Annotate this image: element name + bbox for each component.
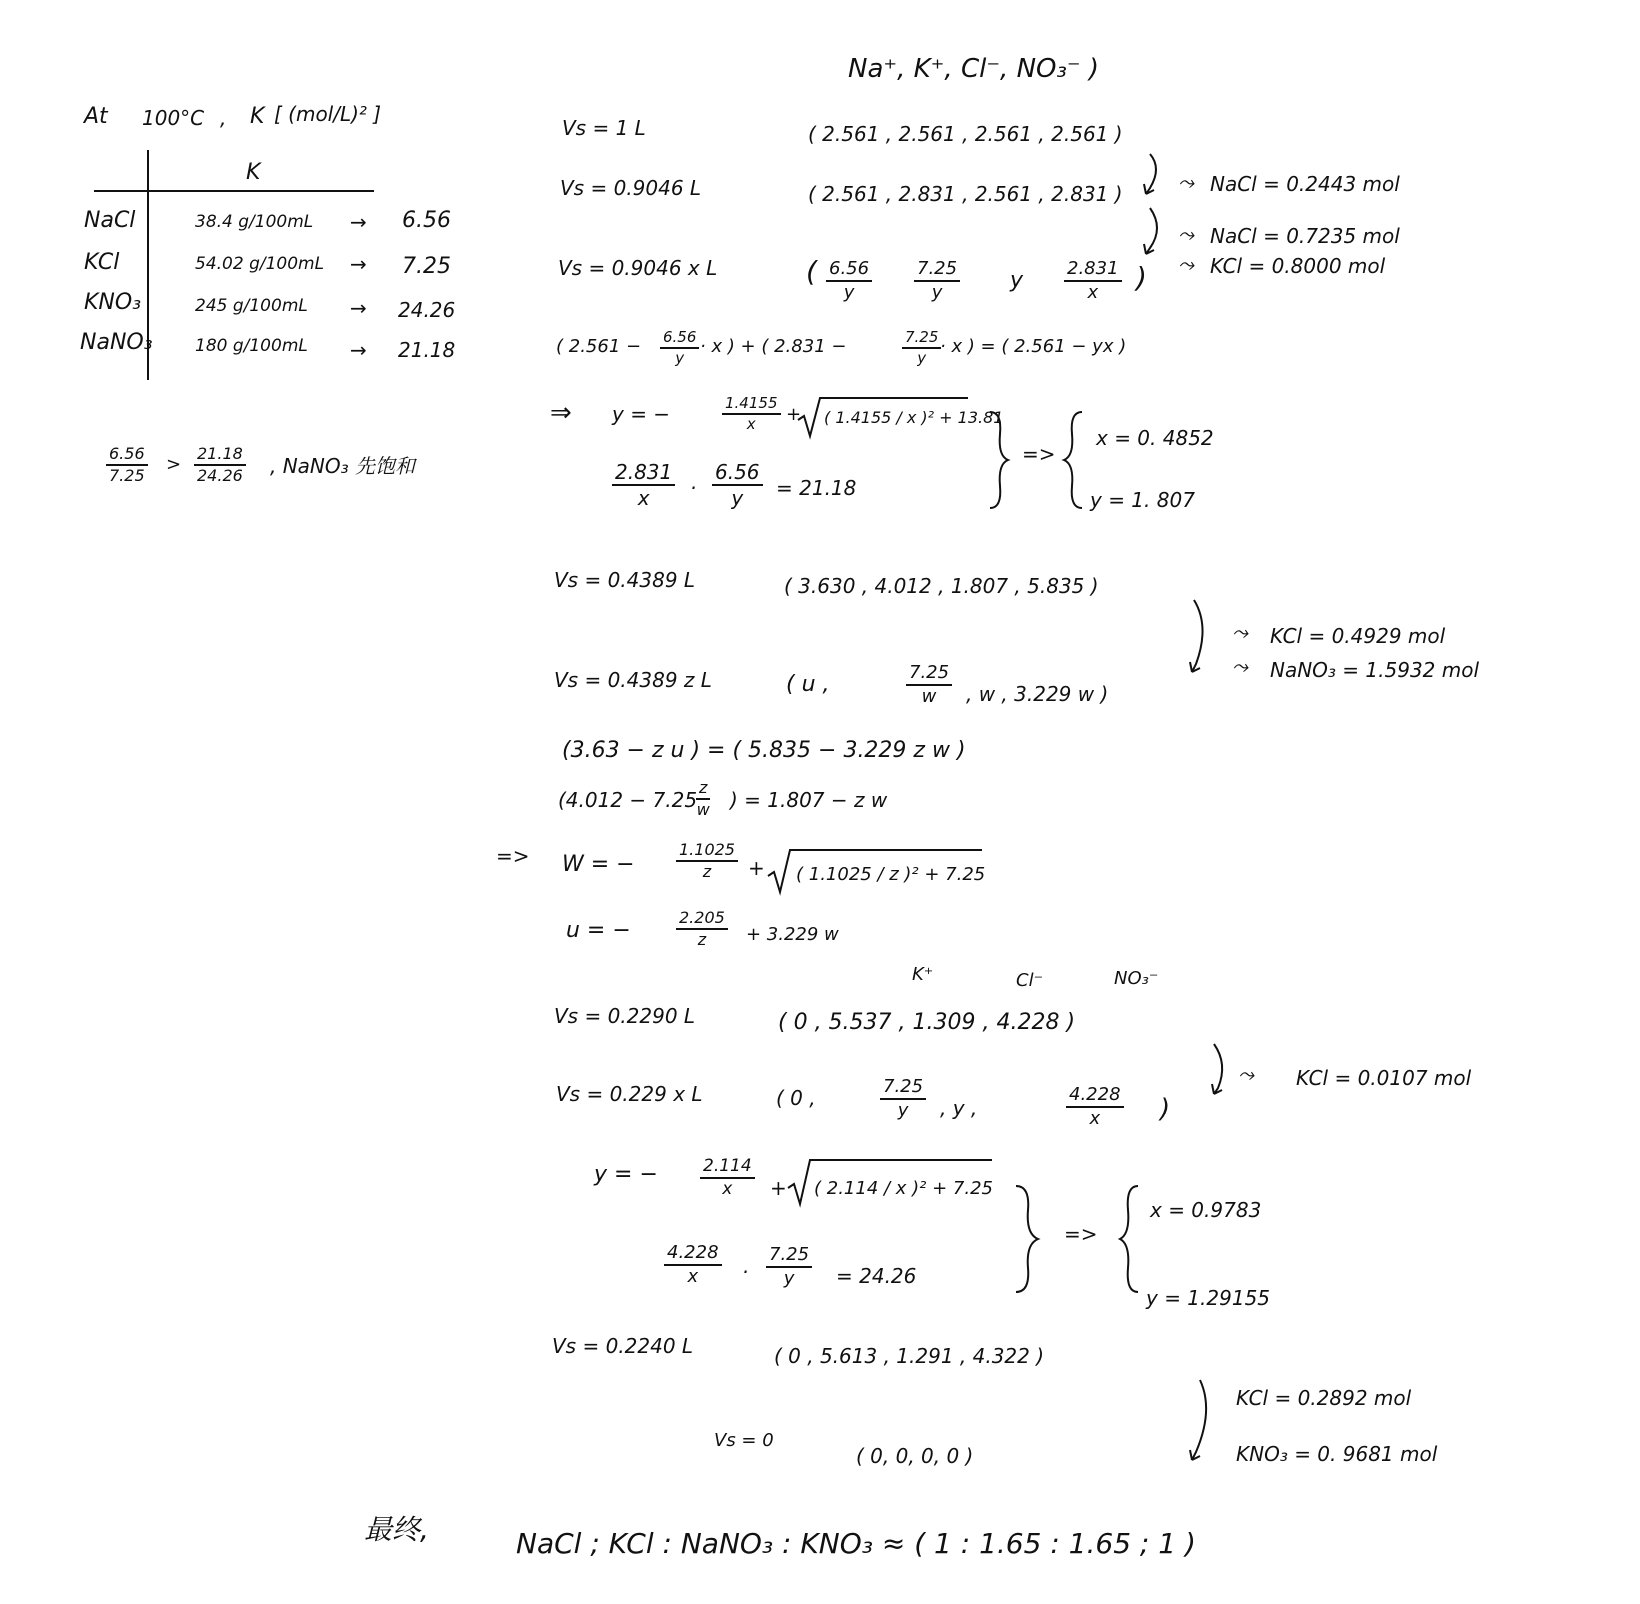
vs-step-6: Vs = 0.2290 L [554, 1004, 696, 1028]
eq7-lhs: u = − [566, 918, 631, 943]
title-separator: , [220, 106, 227, 130]
output-kcl-4: KCl = 0.2892 mol [1236, 1386, 1412, 1410]
eq1-fraction-2: $\frac{7.25}{y}$ [902, 330, 941, 366]
compare-fraction-2: $\frac{21.18}{24.26}$ [194, 446, 246, 484]
step3-close-paren: ) [1136, 261, 1147, 294]
output-kcl-2: KCl = 0.4929 mol [1270, 624, 1446, 648]
eq8-fraction: $\frac{2.114}{x}$ [700, 1158, 755, 1198]
step3-cl: y [1010, 268, 1024, 293]
eq1-fraction-1: $\frac{6.56}{y}$ [660, 330, 699, 366]
eq9-fraction-1: $\frac{4.228}{x}$ [664, 1244, 722, 1286]
conc-step-1: ( 2.561 , 2.561 , 2.561 , 2.561 ) [808, 122, 1123, 146]
eq6-plus: + [748, 856, 765, 880]
solution-y-1: y = 1. 807 [1090, 488, 1195, 512]
eq1-part-b: · x ) + ( 2.831 − [700, 336, 847, 357]
eq5-fraction: $\frac{z}{w}$ [696, 778, 710, 819]
final-label: 最终, [364, 1513, 429, 1546]
eq9-dot: · [742, 1260, 749, 1284]
right-brace-icon [986, 410, 1016, 510]
compare-fraction-1: $\frac{6.56}{7.25}$ [106, 446, 148, 484]
eq6-radicand: ( 1.1025 / z )² + 7.25 [796, 864, 986, 885]
eq8-plus: + [770, 1176, 787, 1200]
output-nacl-1: NaCl = 0.2443 mol [1210, 172, 1400, 196]
bracket-arrow-icon [1208, 1040, 1238, 1100]
table-row-salt: NaNO₃ [80, 330, 153, 355]
table-row-arrow: → [350, 296, 367, 320]
eq9-rhs: = 24.26 [836, 1264, 917, 1288]
squiggle-arrow-icon: ⤳ [1178, 252, 1194, 276]
eq5-part-a: (4.012 − 7.25 [558, 788, 698, 812]
bracket-arrow-icon [1186, 596, 1226, 676]
step7-fraction-k: $\frac{7.25}{y}$ [880, 1078, 926, 1120]
conc-step-9: ( 0, 0, 0, 0 ) [856, 1444, 974, 1468]
table-row-k: 7.25 [402, 254, 451, 279]
table-row-arrow: → [350, 338, 367, 362]
ion-label-k: K⁺ [912, 964, 934, 985]
ions-header: Na⁺, K⁺, Cl⁻, NO₃⁻ ) [848, 54, 1100, 84]
solution-x-1: x = 0. 4852 [1096, 426, 1214, 450]
vs-step-4: Vs = 0.4389 L [554, 568, 696, 592]
step3-fraction-no3: $\frac{2.831}{x}$ [1064, 260, 1122, 302]
eq7-rest: + 3.229 w [746, 924, 839, 945]
eq4: (3.63 − z u ) = ( 5.835 − 3.229 z w ) [562, 738, 966, 763]
table-header-k: K [246, 160, 261, 185]
table-row-solubility: 38.4 g/100mL [195, 212, 314, 232]
table-row-solubility: 180 g/100mL [195, 336, 308, 356]
eq6-lhs: W = − [562, 852, 635, 877]
final-ratio: NaCl ; KCl : NaNO₃ : KNO₃ ≈ ( 1 : 1.65 : 1.65 ; 1 ) [516, 1527, 1196, 1560]
solution-y-2: y = 1.29155 [1146, 1286, 1271, 1310]
eq7-fraction: $\frac{2.205}{z}$ [676, 910, 728, 948]
step5-open: ( u , [786, 672, 830, 697]
vs-step-5: Vs = 0.4389 z L [554, 668, 712, 692]
bracket-arrow-icon [1186, 1376, 1226, 1466]
step7-open: ( 0 , [776, 1086, 816, 1110]
eq8-radicand: ( 2.114 / x )² + 7.25 [814, 1178, 993, 1199]
table-header-rule [94, 190, 374, 192]
left-brace-icon [1116, 1184, 1142, 1294]
eq1-part-a: ( 2.561 − [556, 336, 642, 357]
step5-fraction: $\frac{7.25}{w}$ [906, 664, 952, 706]
output-nano3: NaNO₃ = 1.5932 mol [1270, 658, 1480, 682]
squiggle-arrow-icon: ⤳ [1178, 222, 1194, 246]
title-unit: [ (mol/L)² ] [274, 102, 382, 126]
conc-step-6: ( 0 , 5.537 , 1.309 , 4.228 ) [778, 1010, 1076, 1035]
eq3-dot: · [690, 476, 697, 500]
eq6-fraction: $\frac{1.1025}{z}$ [676, 842, 738, 880]
implies-arrow: ⇒ [550, 398, 572, 428]
output-nacl-2: NaCl = 0.7235 mol [1210, 224, 1400, 248]
table-row-k: 6.56 [402, 208, 451, 233]
eq5-part-b: ) = 1.807 − z w [730, 788, 888, 812]
title-temperature: 100°C [142, 106, 205, 130]
output-kno3: KNO₃ = 0. 9681 mol [1236, 1442, 1438, 1466]
bracket-arrow-icon [1140, 150, 1180, 270]
right-brace-icon [1012, 1184, 1046, 1294]
eq8-lhs: y = − [594, 1162, 658, 1187]
step3-open-paren: ( [806, 255, 817, 288]
squiggle-arrow-icon: ⤳ [1238, 1062, 1254, 1086]
solution-arrow: => [1064, 1222, 1098, 1246]
solution-x-2: x = 0.9783 [1150, 1198, 1262, 1222]
table-row-arrow: → [350, 210, 367, 234]
vs-step-2: Vs = 0.9046 L [560, 176, 702, 200]
eq1-part-c: · x ) = ( 2.561 − yx ) [940, 336, 1127, 357]
conc-step-2: ( 2.561 , 2.831 , 2.561 , 2.831 ) [808, 182, 1123, 206]
eq9-fraction-2: $\frac{7.25}{y}$ [766, 1246, 812, 1288]
table-row-arrow: → [350, 252, 367, 276]
table-row-salt: NaCl [84, 208, 136, 233]
eq2-plus: + [786, 404, 802, 425]
squiggle-arrow-icon: ⤳ [1178, 170, 1194, 194]
output-kcl-1: KCl = 0.8000 mol [1210, 254, 1386, 278]
squiggle-arrow-icon: ⤳ [1232, 654, 1248, 678]
conc-step-4: ( 3.630 , 4.012 , 1.807 , 5.835 ) [784, 574, 1099, 598]
step7-fraction-no3: $\frac{4.228}{x}$ [1066, 1086, 1124, 1128]
table-row-solubility: 245 g/100mL [195, 296, 308, 316]
table-row-solubility: 54.02 g/100mL [195, 254, 325, 274]
eq3-fraction-1: $\frac{2.831}{x}$ [612, 462, 675, 508]
table-row-k: 24.26 [398, 298, 456, 322]
title-k: K [250, 104, 265, 129]
eq3-rhs: = 21.18 [776, 476, 857, 500]
vs-step-9: Vs = 0 [714, 1430, 774, 1451]
step3-fraction-k: $\frac{7.25}{y}$ [914, 260, 960, 302]
table-row-k: 21.18 [398, 338, 456, 362]
conc-step-8: ( 0 , 5.613 , 1.291 , 4.322 ) [774, 1344, 1045, 1368]
vs-step-3: Vs = 0.9046 x L [558, 256, 718, 280]
table-row-salt: KNO₃ [84, 290, 142, 315]
solution-arrow: => [1022, 442, 1056, 466]
step3-fraction-na: $\frac{6.56}{y}$ [826, 260, 872, 302]
table-row-salt: KCl [84, 250, 120, 275]
eq2-fraction: $\frac{1.4155}{x}$ [722, 396, 781, 432]
ion-label-cl: Cl⁻ [1016, 970, 1044, 991]
step7-mid: , y , [940, 1096, 978, 1120]
eq2-radicand: ( 1.4155 / x )² + 13.81 [824, 408, 1004, 427]
left-brace-icon [1060, 410, 1086, 510]
eq2-lhs: y = − [612, 402, 671, 426]
eq3-fraction-2: $\frac{6.56}{y}$ [712, 462, 763, 508]
vs-step-1: Vs = 1 L [562, 116, 646, 140]
step7-close: ) [1160, 1094, 1171, 1124]
vs-step-8: Vs = 0.2240 L [552, 1334, 694, 1358]
compare-note: , NaNO₃ 先饱和 [270, 454, 416, 478]
compare-operator: > [166, 454, 182, 475]
title-prefix: At [84, 104, 108, 129]
implies-arrow: => [496, 844, 530, 868]
output-kcl-3: KCl = 0.0107 mol [1296, 1066, 1472, 1090]
vs-step-7: Vs = 0.229 x L [556, 1082, 703, 1106]
squiggle-arrow-icon: ⤳ [1232, 620, 1248, 644]
step5-rest: , w , 3.229 w ) [966, 682, 1109, 706]
ion-label-no3: NO₃⁻ [1114, 968, 1159, 989]
